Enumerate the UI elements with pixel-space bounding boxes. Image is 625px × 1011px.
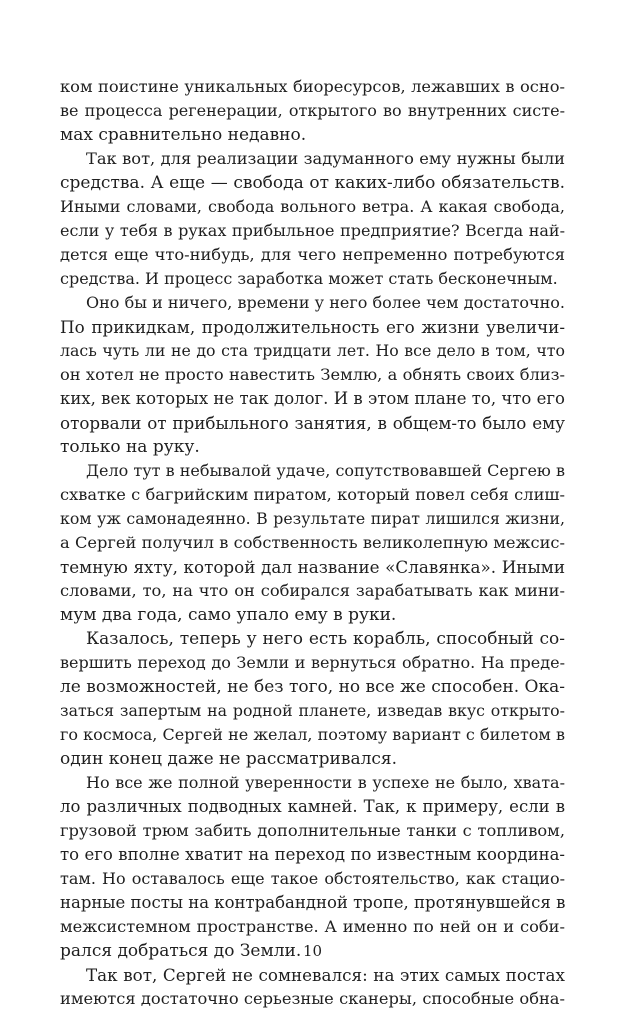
text-line: ве процесса регенерации, открытого во внутренних систе- bbox=[60, 101, 565, 120]
text-line: го космоса, Сергей не желал, поэтому вариант с билетом в bbox=[60, 725, 565, 744]
text-line: межсистемном пространстве. А именно по ней он и соби- bbox=[60, 917, 565, 936]
text-line: один конец даже не рассматривался. bbox=[60, 749, 398, 769]
text-line: Казалось, теперь у него есть корабль, способный со- bbox=[86, 629, 565, 649]
text-line: а Сергей получил в собственность великолепную межсис- bbox=[60, 533, 565, 552]
text-line: Но все же полной уверенности в успехе не было, хвата- bbox=[86, 773, 565, 792]
text-line: схватке с багрийским пиратом, который повел себя слиш- bbox=[60, 485, 565, 504]
text-line: мум два года, само упало ему в руки. bbox=[60, 605, 397, 625]
text-line: средства. И процесс заработка может стать бесконечным. bbox=[60, 269, 558, 288]
page-body bbox=[60, 75, 565, 1011]
text-line: только на руку. bbox=[60, 437, 200, 457]
text-line: ло различных подводных камней. Так, к примеру, если в bbox=[60, 797, 565, 816]
page-number: 10 bbox=[302, 942, 323, 960]
text-line: вершить переход до Земли и вернуться обратно. На преде- bbox=[60, 653, 565, 672]
text-line: Оно бы и ничего, времени у него более чем достаточно. bbox=[86, 293, 565, 312]
text-line: ле возможностей, не без того, но все же способен. Ока- bbox=[60, 677, 565, 697]
text-line: Иными словами, свобода вольного ветра. А какая свобода, bbox=[60, 197, 565, 216]
text-line: Дело тут в небывалой удаче, сопутствовавшей Сергею в bbox=[86, 461, 565, 480]
text-line: По прикидкам, продолжительность его жизни увеличи- bbox=[60, 317, 565, 337]
text-line: он хотел не просто навестить Землю, а обнять своих близ- bbox=[60, 365, 565, 384]
text-line: ком поистине уникальных биоресурсов, лежавших в осно- bbox=[60, 77, 565, 96]
text-line: заться запертым на родной планете, изведав вкус открыто- bbox=[60, 701, 565, 720]
text-line: нарные посты на контрабандной тропе, протянувшейся в bbox=[60, 893, 566, 912]
text-line: если у тебя в руках прибыльное предприятие? Всегда най- bbox=[60, 221, 565, 240]
text-line: Так вот, Сергей не сомневался: на этих самых постах bbox=[86, 965, 565, 985]
text-line: оторвали от прибыльного занятия, в общем-то было ему bbox=[60, 413, 565, 433]
text-line: то его вполне хватит на переход по известным координа- bbox=[60, 845, 565, 864]
text-line: Так вот, для реализации задуманного ему нужны были bbox=[86, 149, 565, 168]
text-line: рался добраться до Земли. bbox=[60, 941, 302, 961]
text-line: дется еще что-нибудь, для чего непременно потребуются bbox=[60, 245, 565, 264]
text-line: там. Но оставалось еще такое обстоятельство, как стацио- bbox=[60, 869, 565, 888]
text-line: ких, век которых не так долог. И в этом плане то, что его bbox=[60, 389, 565, 408]
text-line: грузовой трюм забить дополнительные танки с топливом, bbox=[60, 821, 565, 840]
text-line: имеются достаточно серьезные сканеры, способные обна- bbox=[60, 989, 565, 1008]
text-line: лась чуть ли не до ста тридцати лет. Но все дело в том, что bbox=[60, 341, 565, 360]
text-line: словами, то, на что он собирался зарабатывать как мини- bbox=[60, 581, 565, 600]
text-line: средства. А еще — свобода от каких-либо обязательств. bbox=[60, 173, 565, 193]
text-block bbox=[60, 75, 565, 1011]
text-line: ком уж самонадеянно. В результате пират лишился жизни, bbox=[60, 509, 565, 528]
text-line: мах сравнительно недавно. bbox=[60, 125, 307, 145]
text-line: темную яхту, которой дал название «Славянка». Иными bbox=[60, 557, 565, 577]
